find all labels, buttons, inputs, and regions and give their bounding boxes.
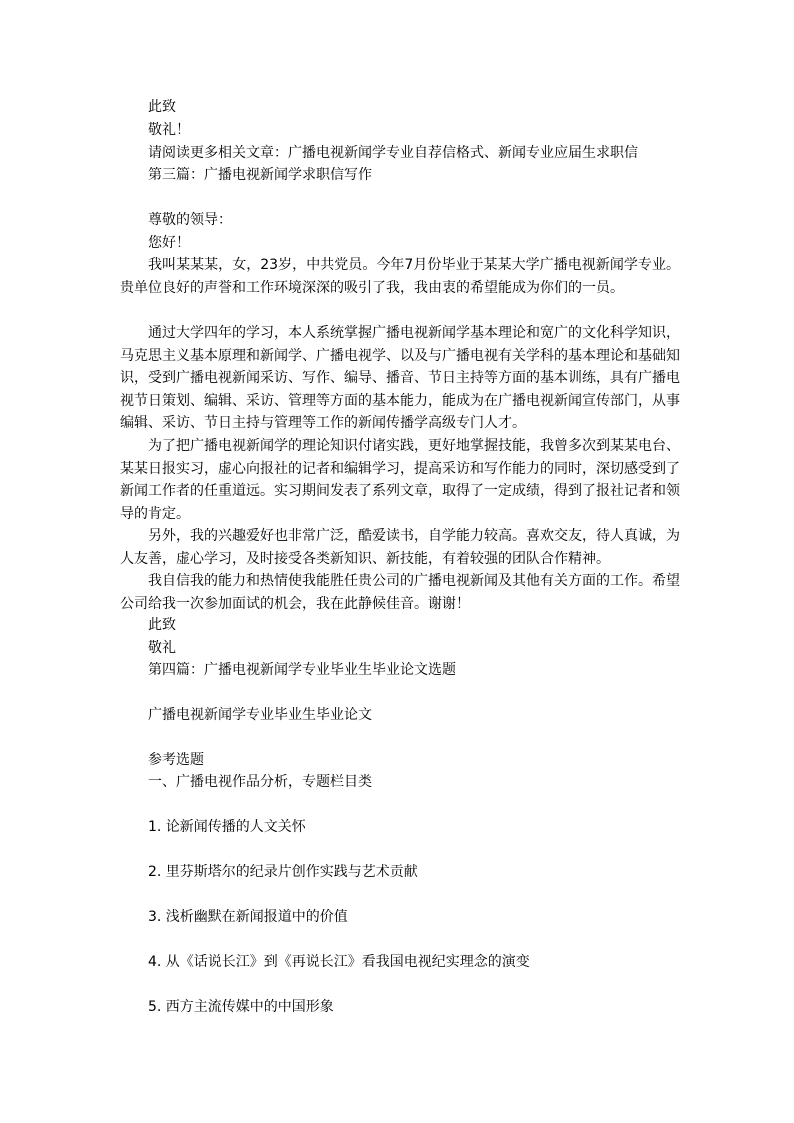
- letter-paragraph-interests: 另外，我的兴趣爱好也非常广泛，酷爱读书，自学能力较高。喜欢交友，待人真诚，为人友善，虚心学习，及时接受各类新知识、新技能，有着较强的团队合作精神。: [120, 528, 680, 567]
- letter-paragraph-conclusion: 我自信我的能力和热情使我能胜任贵公司的广播电视新闻及其他有关方面的工作。希望公司给我一次参加面试的机会，我在此静候佳音。谢谢！: [120, 573, 680, 612]
- topic-item: 2. 里芬斯塔尔的纪录片创作实践与艺术贡献: [148, 864, 418, 880]
- thesis-subtitle: 广播电视新闻学专业毕业生毕业论文: [148, 707, 372, 723]
- letter-salutation: 尊敬的领导：: [148, 212, 232, 228]
- topic-category-heading: 一、广播电视作品分析，专题栏目类: [148, 774, 372, 790]
- topic-item: 4. 从《话说长江》到《再说长江》看我国电视纪实理念的演变: [148, 954, 530, 970]
- closing-respect-b: 敬礼！: [148, 122, 190, 138]
- letter-closing-b: 敬礼: [148, 640, 176, 656]
- section-4-heading: 第四篇：广播电视新闻学专业毕业生毕业论文选题: [148, 662, 456, 678]
- letter-closing-a: 此致: [148, 617, 176, 633]
- letter-paragraph-internship: 为了把广播电视新闻学的理论知识付诸实践，更好地掌握技能，我曾多次到某某电台、某某日报实习，虚心向报社的记者和编辑学习，提高采访和写作能力的同时，深切感受到了新闻工作者的任重道远。实习期间发表了系列文章，取得了一定成绩，得到了报社记者和领导的肯定。: [120, 438, 680, 522]
- related-articles-line: 请阅读更多相关文章：广播电视新闻学专业自荐信格式、新闻专业应届生求职信: [148, 145, 638, 161]
- section-3-heading: 第三篇：广播电视新闻学求职信写作: [148, 167, 372, 183]
- topic-item: 1. 论新闻传播的人文关怀: [148, 819, 306, 835]
- letter-paragraph-education: 通过大学四年的学习，本人系统掌握广播电视新闻学基本理论和宽广的文化科学知识，马克思主义基本原理和新闻学、广播电视学、以及与广播电视有关学科的基本理论和基础知识，受到广播电视新闻采访、写作、编导、播音、节日主持等方面的基本训练，具有广播电视节日策划、编辑、采访、管理等方面的基本能力，能成为在广播电视新闻宣传部门，从事编辑、采访、节日主持与管理等工作的新闻传播学高级专门人才。: [120, 325, 680, 431]
- reference-topics-label: 参考选题: [148, 752, 204, 768]
- letter-greeting: 您好！: [148, 235, 190, 251]
- topic-item: 3. 浅析幽默在新闻报道中的价值: [148, 909, 348, 925]
- closing-respect-a: 此致: [148, 99, 176, 115]
- letter-paragraph-intro: 我叫某某某，女，23岁，中共党员。今年7月份毕业于某某大学广播电视新闻学专业。贵单位良好的声誉和工作环境深深的吸引了我，我由衷的希望能成为你们的一员。: [120, 257, 680, 296]
- topic-item: 5. 西方主流传媒中的中国形象: [148, 999, 334, 1015]
